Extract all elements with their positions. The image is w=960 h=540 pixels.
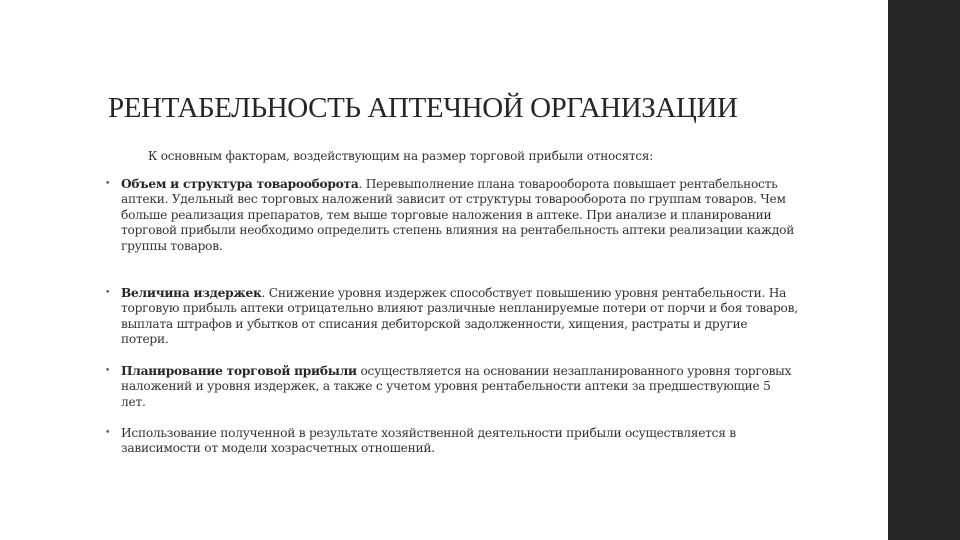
bullet-marker-icon: • (105, 288, 111, 298)
bullet-text (121, 177, 798, 254)
bullet-body: . Снижение уровня издержек способствует повышению уровня рентабельности. На торговую прибыль аптеки отрицательно влияют различные непланируемые потери от порчи и боя товаров, выплата штрафов и убытков от списания дебиторской задолженности, хищения, растраты и другие потери. (121, 286, 798, 347)
bullet-marker-icon: • (105, 179, 111, 189)
bullet-body: Использование полученной в результате хозяйственной деятельности прибыли осуществляется в зависимости от модели хозрасчетных отношений. (121, 426, 736, 456)
bullet-lead: Объем и структура товарооборота (121, 177, 359, 191)
bullet-item (105, 426, 798, 457)
bullet-marker-icon: • (105, 428, 111, 438)
bullet-body: осуществляется на основании незапланированного уровня торговых наложений и уровня издержек, а также с учетом уровня рентабельности аптеки за предшествующие 5 лет. (121, 364, 792, 409)
bullet-item (105, 286, 798, 348)
intro-text: К основным факторам, воздействующим на размер торговой прибыли относятся: (148, 149, 654, 163)
bullet-lead: Величина издержек (121, 286, 262, 300)
decorative-side-bar (888, 0, 960, 540)
bullet-body: . Перевыполнение плана товарооборота повышает рентабельность аптеки. Удельный вес торговых наложений зависит от структуры товарооборота по группам товаров. Чем больше реализация препаратов, тем выше торговые наложения в аптеке. При анализе и планировании торговой прибыли необходимо определить степень влияния на рентабельность аптеки реализации каждой группы товаров. (121, 177, 795, 253)
bullet-text (121, 426, 798, 457)
bullet-marker-icon: • (105, 366, 111, 376)
bullet-lead: Планирование торговой прибыли (121, 364, 357, 378)
slide-title: РЕНТАБЕЛЬНОСТЬ АПТЕЧНОЙ ОРГАНИЗАЦИИ (108, 92, 738, 124)
bullet-text (121, 364, 798, 410)
bullet-item (105, 177, 798, 254)
bullet-item (105, 364, 798, 410)
bullet-text (121, 286, 798, 348)
